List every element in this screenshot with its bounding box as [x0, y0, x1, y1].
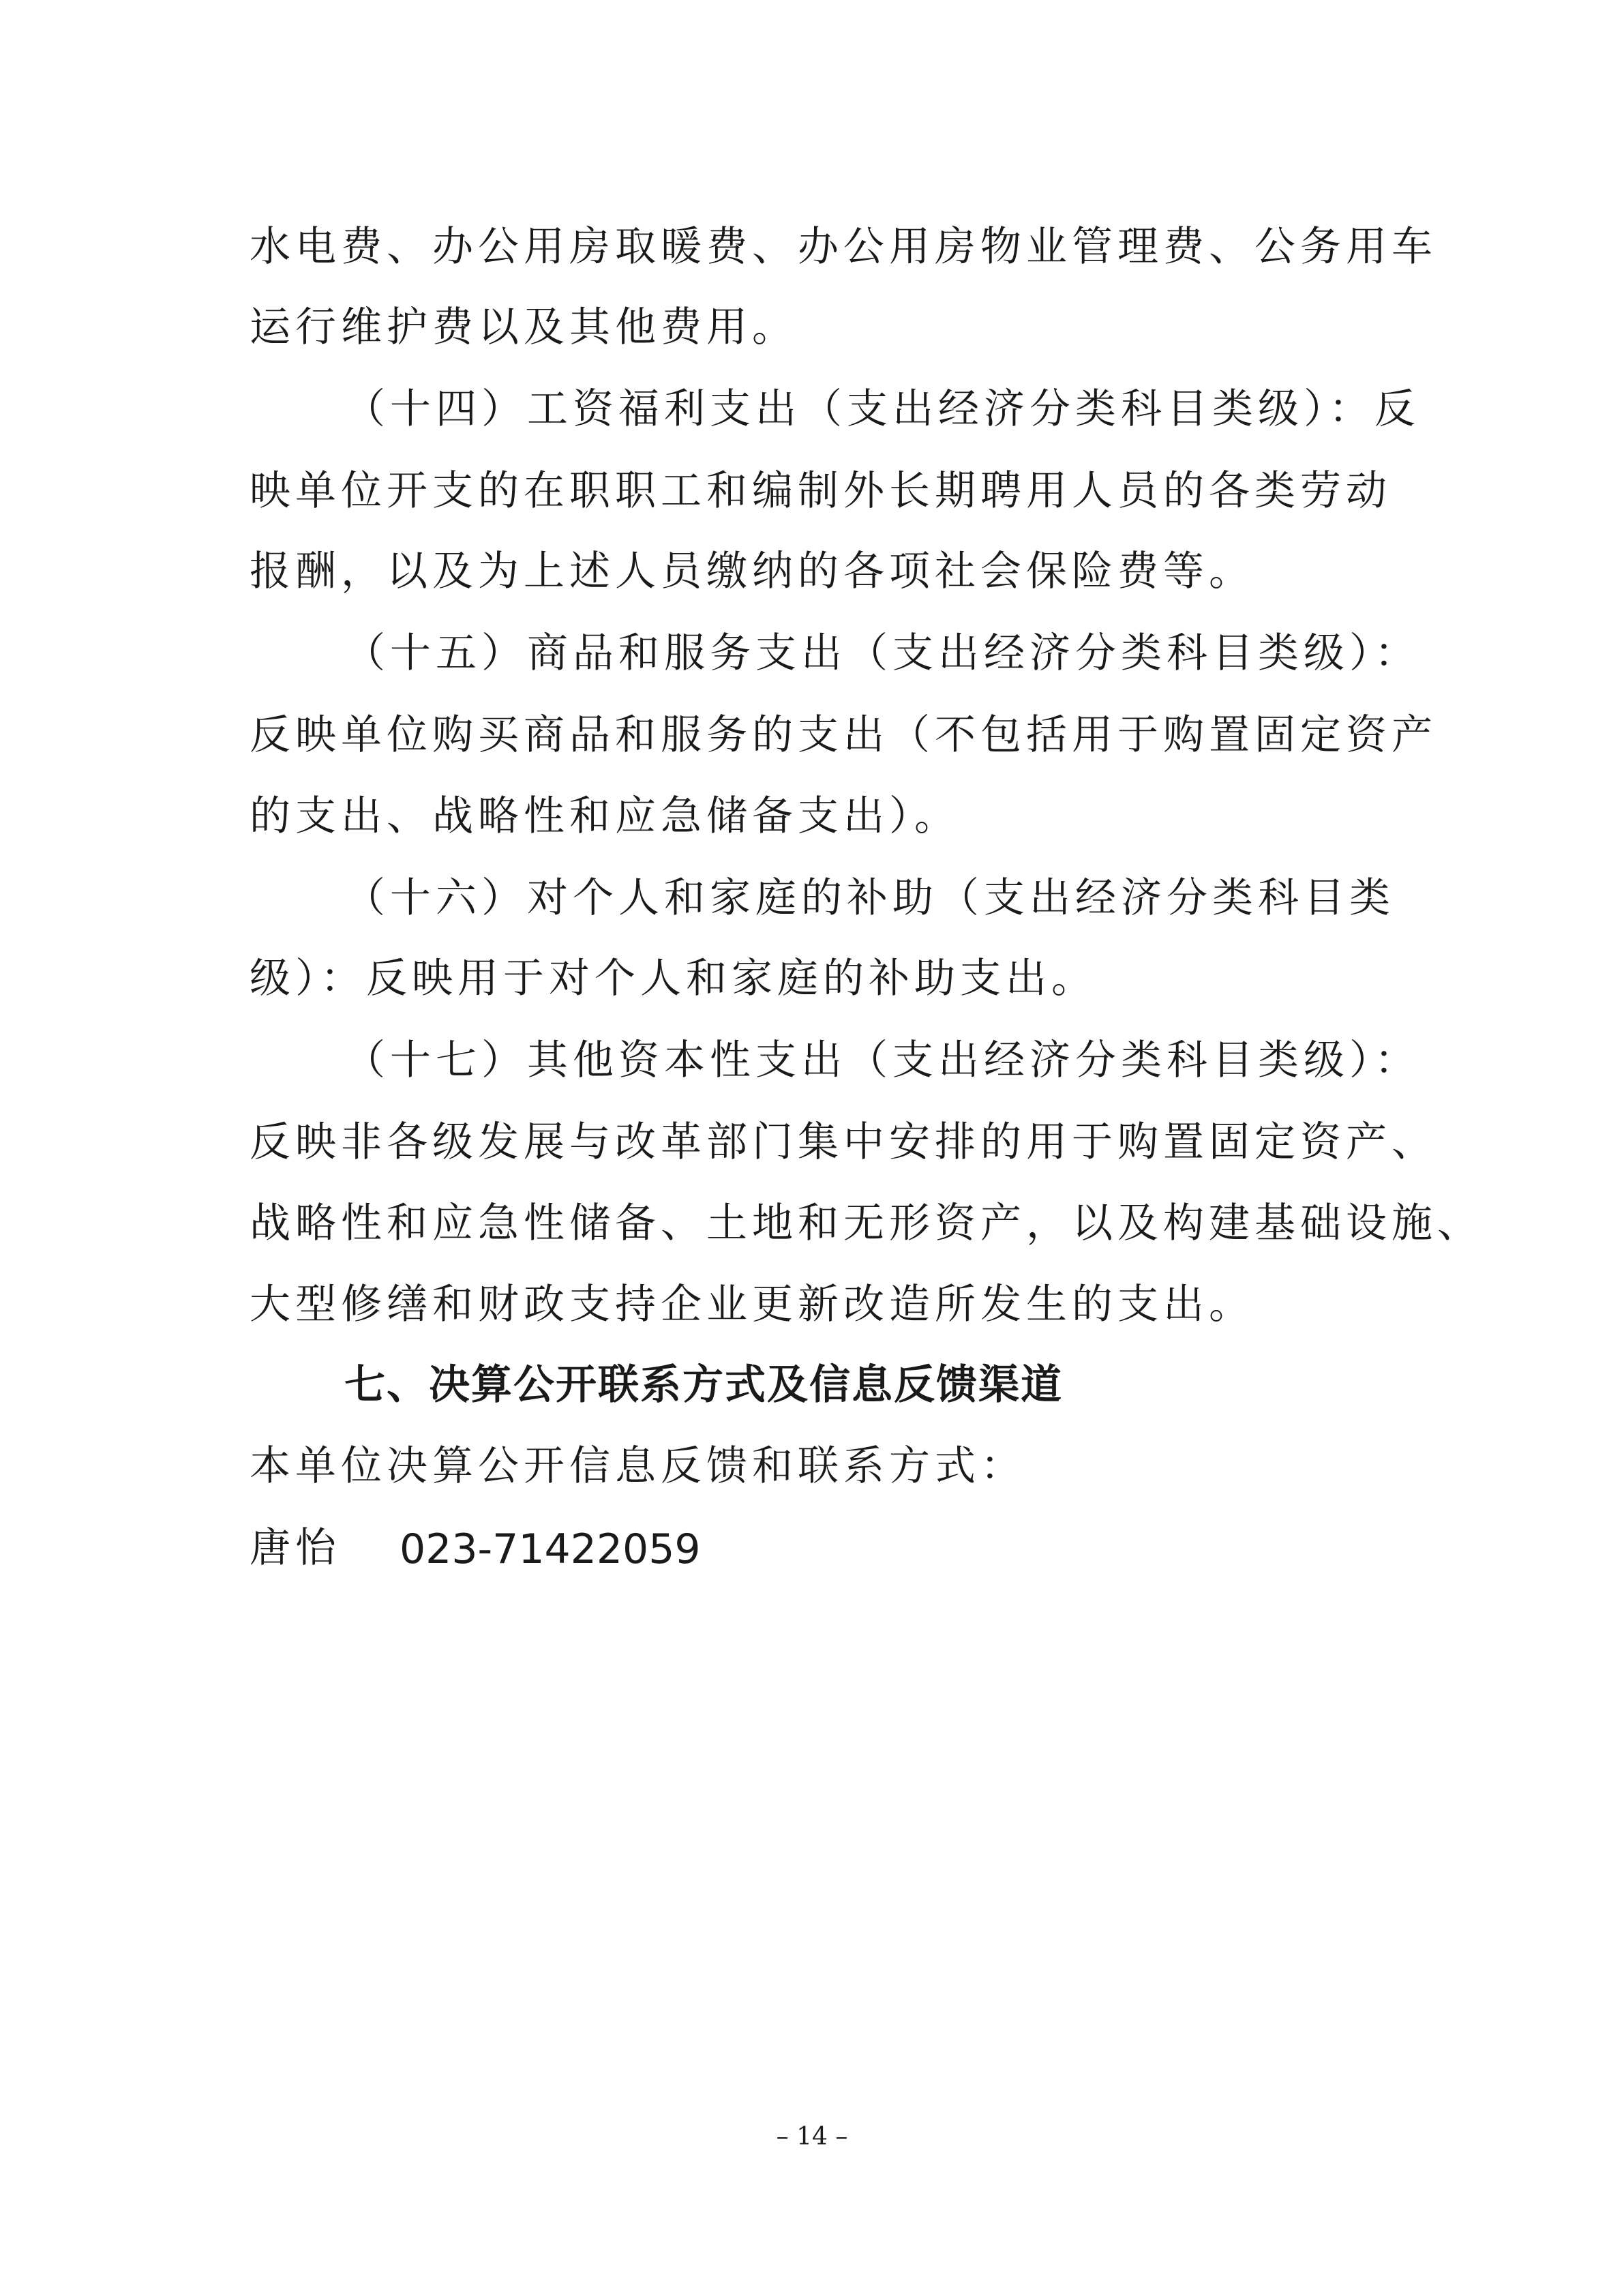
paragraph-line: 大型修缮和财政支持企业更新改造所发生的支出。 — [250, 1281, 1254, 1328]
section-heading: 七、决算公开联系方式及信息反馈渠道 — [344, 1361, 1063, 1409]
paragraph-line: （十六）对个人和家庭的补助（支出经济分类科目类 — [344, 874, 1395, 922]
contact-name: 唐怡 — [250, 1524, 341, 1572]
paragraph-line: （十七）其他资本性支出（支出经济分类科目类级）： — [344, 1037, 1420, 1084]
paragraph-line: 运行维护费以及其他费用。 — [250, 303, 798, 351]
contact-line — [250, 1524, 701, 1573]
page-number: – 14 – — [776, 2123, 848, 2151]
paragraph-line: 级）：反映用于对个人和家庭的补助支出。 — [250, 955, 1097, 1002]
paragraph-line: （十五）商品和服务支出（支出经济分类科目类级）： — [344, 629, 1420, 677]
paragraph-line: 战略性和应急性储备、土地和无形资产，以及构建基础设施、 — [250, 1199, 1483, 1247]
paragraph-line: 水电费、办公用房取暖费、办公用房物业管理费、公务用车 — [250, 223, 1437, 271]
contact-intro: 本单位决算公开信息反馈和联系方式： — [250, 1442, 1026, 1490]
paragraph-line: 映单位开支的在职职工和编制外长期聘用人员的各类劳动 — [250, 467, 1392, 515]
paragraph-line: （十四）工资福利支出（支出经济分类科目类级）：反 — [344, 385, 1420, 433]
paragraph-line: 反映单位购买商品和服务的支出（不包括用于购置固定资产 — [250, 711, 1437, 759]
contact-phone: 023-71422059 — [400, 1525, 701, 1573]
paragraph-line: 的支出、战略性和应急储备支出）。 — [250, 792, 960, 840]
paragraph-line: 反映非各级发展与改革部门集中安排的用于购置固定资产、 — [250, 1118, 1437, 1166]
paragraph-line: 报酬，以及为上述人员缴纳的各项社会保险费等。 — [250, 548, 1254, 595]
